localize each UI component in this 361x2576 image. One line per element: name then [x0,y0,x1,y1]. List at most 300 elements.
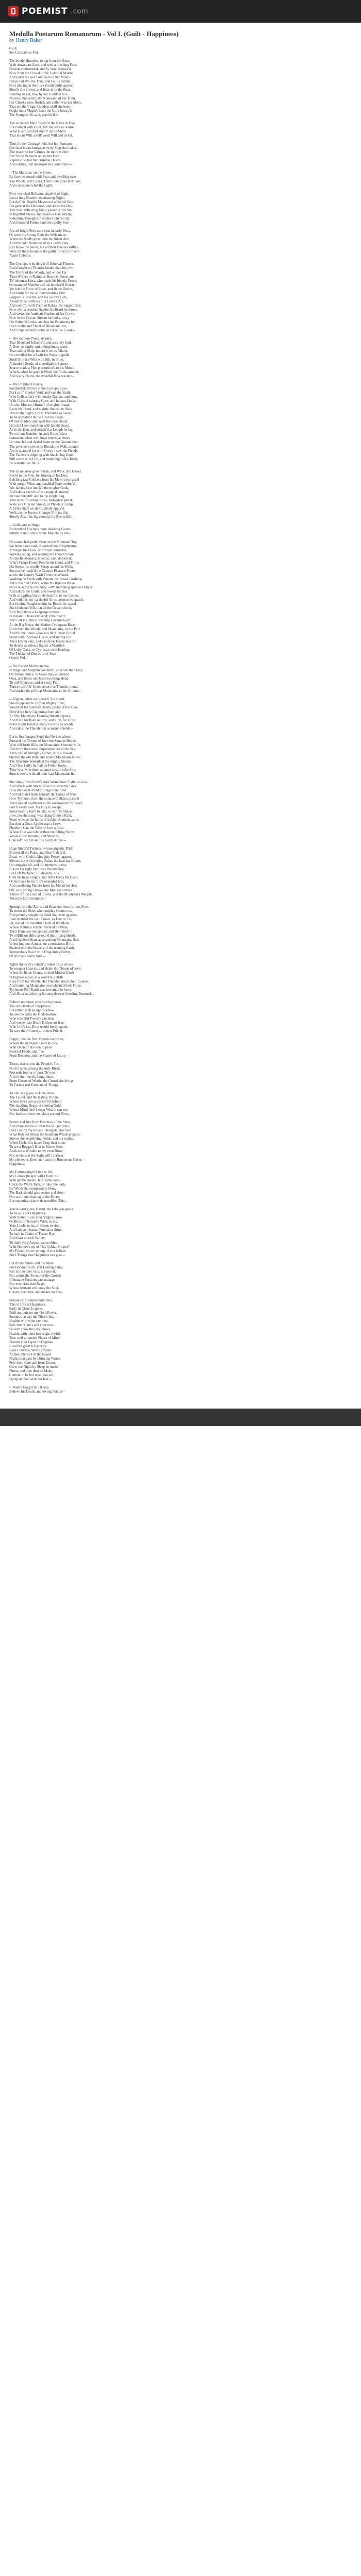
poem-stanza [9,1299,352,1382]
poem-line: To Hearts as when a Squire a Maurlish [9,643,64,648]
poem-line: A Doer so kindly and of brightness wind, [9,345,68,349]
poem-line: That not the Virgin Goddess shall she been; [9,105,72,109]
poem-line: At fifty Mouths he Flaming Breath expires, [9,714,71,718]
poem-line: On his back he for fire's extended him, [9,880,64,884]
poem-line: And fill the Shore.--We saw th' Ætnean Brood [9,631,75,635]
poem-line: Scarce made a Pipe proportion'd to his Mouth; [9,366,76,370]
poem-line: The Terror of the Woods, and wilder Far [9,270,67,275]
poem-line: Stroll'd by the Wild with Sill, by Rule, [9,358,64,362]
poem-line: Agent Cyblion. [9,254,31,258]
poem-line: Who Cells a fan's with murky Damps, and hung [9,395,78,399]
poem-line: My Fortune-high! I live to All, [9,1170,53,1174]
poem-line: If humane Passions can assuage [9,1278,55,1282]
poem-line: With purple Wine, and crudded Gore confus'd. [9,482,76,486]
page-footer [0,1409,361,1426]
poem-line: Here I enjoy my private Thoughts; nor care [9,1129,71,1133]
poem-line: An Spelle Monster, hideous, vast, deform'd; [9,556,72,561]
poem-line: They foes, who durst attempt to storm the Sky, [9,768,76,772]
poem-line: Are in spatter'd (or with Gore), I saw the Fiends, [9,449,78,453]
poem-line: And swelleting Flames from his Mouth belch'd; [9,884,77,888]
poem-line: To think your Acquaintance shine, [9,1241,58,1245]
poem-line: Sheds'd the old Bolt, and simers Mountains down; [9,756,81,760]
poem-line: At the Big Noise, the Mother Cyclopean Race, [9,623,76,627]
poem-line: A hundred Seeds, of a prodigious Stature, [9,362,69,366]
poem-line: And the cold Numb receives a Settle Day; [9,242,70,246]
poem-line: But on her right Vern was Pelorus lies; [9,868,64,872]
poem-line: -- Nature flagg'd initial rule; [9,1386,50,1390]
poem-line: Moves, but with mighty Pains, the heaving Breast; [9,859,81,863]
poem-line: The Structure beneath at the mighty Stroke, [9,760,72,764]
poem-line: To roll Olympus; and at every Pull, [9,681,60,685]
poem-line: From whence the horns of Lybian Ammon came; [9,818,79,822]
poem-line: But smoothly skimm th' unruffled Tide.-- [9,1199,68,1204]
poem-line: Then, his' of Almighty Father, with a Frown, [9,751,73,755]
poem-line: Or Birds of Terrene's Wish, to me, [9,1220,58,1224]
poem-line: Beast, with Gods's Almighty Power aggrest, [9,855,72,859]
poem-line: Tremendous Race! with Dragoming Forms, [9,951,72,955]
poem-line: Of all that's horrid mist.-- [9,955,46,959]
poem-line: Her faint breast knows at every Step she makes. [9,146,78,150]
poem-line: Thus for her Courage held, but her Fortunes [9,142,72,146]
poem-line: And Ætna' and the big burning th' ever-bleeding Bosom'd.-- [9,992,94,996]
poem-line: Were all these found to the guilty Prince's Prize!-- [9,250,80,254]
poem-line: Ne once she vent'd, the Nonesand of her Train, [9,96,76,100]
poem-line: And taking each his Post assign'd, around [9,490,69,495]
poem-line: On mangled Members of his butcher'd Guests; [9,283,76,287]
poem-line: In Bigness equal, at a wondrous Birth [9,975,63,979]
poem-line: His Steps; his woolly Sheep attend his Walk; [9,565,73,569]
poem-line: Lost a long Death in everlasting Night; [9,196,65,200]
poem-line: Th' inhuman Host, who made his bloody Feasts [9,279,77,283]
poem-title: Medulla Poetarum Romanorum - Vol I. (Guilt - Happiness) [9,30,179,38]
poem-line: But in Sea-Images Semé the Nerides above [9,735,71,739]
poem-stanza [9,47,352,55]
poem-line: Nor'e'r ranks among the truly Blest; [9,1066,60,1071]
poem-line: From Cheats of Words, the Crowd she brings, [9,1079,75,1083]
poem-line: Now wretched Brillyon, depriv'd of Sight, [9,192,70,196]
poem-line: Believe his Death, and loving Pursuit-- [9,1390,65,1394]
poem-line: In frightful Views, and makes a Day within; [9,212,72,216]
poem-line: Such Things true Happiness can give.-- [9,1253,65,1257]
poem-line: Happiness. [9,1162,25,1166]
poem-line: Whose ferment with only the Soul, [9,1286,59,1291]
poem-line: Fit, reared the dreadful Chide of the Main [9,921,69,925]
poem-stanza [9,229,352,258]
poem-line: Washing he Teeth with Venom, his Breast Gushing; [9,578,83,581]
poem-line: The dazzling Heaps of shining Gold; [9,1104,62,1108]
poem-line: -- Guilt, and as Huge, [9,523,40,528]
poem-line: By Winds that temperately blow, [9,1187,56,1191]
poem-line: To be a, is not Happiness; [9,1212,46,1216]
poem-stanza [9,142,352,167]
poem-line: Their Dam was not spread, and Hell' itself Ill [9,929,74,934]
poem-line: Such hideous Yell, that all the Ocean shook; [9,606,72,611]
poem-line: The Woods, and Caves, Their Enterprise they hate, [9,179,82,183]
poem-line: With Hermes's sip of Tiny Lybian Grapes? [9,1245,70,1249]
poem-stanza [9,262,352,333]
poem-line: He wrestled all felt it. [9,461,40,465]
poem-line: To storm the Skies when mighty Giants rose; [9,909,74,913]
poem-line: Early in Chaos Is-gone, [9,1307,43,1311]
poem-line: Her Cheeks were flush'd, and sullen was her Mien, [9,100,82,105]
poem-line: And (such the sad Confusion of her Mind,) [9,76,71,80]
poem-line: E'er broke the News, but all their Buelles suffice. [9,246,79,250]
poem-line: By fate too sound with Fear, and dwelling over [9,175,76,179]
poem-line: Inhabit round, and o'er the Mountains rove. [9,532,71,536]
poem-line: Bending to yet, now by her Goddess mis, [9,92,68,96]
poem-line: -- Algeon, when well-heard, Yre stood, [9,698,65,702]
poem-line: We beheld one vast, ill-sorted boo Polyphemus, [9,544,77,548]
poem-line: The pavement swims in Blood; the Walls around [9,445,79,449]
poem-line: And conscious what the Light. [9,183,53,188]
poem-line: With Cries of tainting Gore, and human Limbs; [9,399,77,403]
poem-line: To save their Country, or their Friend. [9,1029,63,1033]
poem-stanza [9,337,352,378]
poem-line: See Conscience Fist. [9,51,39,55]
poem-line: Who wasteful Poverty can bear [9,1016,54,1021]
poem-line: Belching raw Gobbets from his Maw, o'ercharg'd [9,478,79,482]
poem-line: and in the Lonely Wash From the Wound, [9,573,69,577]
poem-line: Assum'd the Softness of a Lover's Air; [9,299,64,303]
poem-line: With gentle Breath, let's with Gales [9,1178,60,1182]
poem-line: But rather such as rightly know [9,1008,54,1012]
poem-line: Cheats, even rest, and makes no Fear, [9,1291,63,1295]
poem-body [9,47,352,1394]
poem-line: True well grounded Places of Mind [9,1336,60,1340]
poem-line: Stalked thor' the Bowels of the teeming Earth, [9,946,75,951]
logo-suffix: .com [71,7,89,15]
poem-line: Who Jell forth Hills, on Mountain's Mountains lie, [9,743,81,747]
poem-line: And struck with mortal Rise his heavenly Foes; [9,785,77,789]
poem-line: And takes the Thunder on as many Shields.-- [9,726,74,731]
poem-line: Seldom shaw the lazy Flows. [9,1328,51,1332]
poem-line: He scarce had pride when on the Mountain Top [9,540,77,544]
poem-line: Rivalries great Kingshrice [9,1344,47,1348]
poem-line: Struck down, with all their vast Mountains lie.-- [9,772,78,776]
poem-line: Stood opposite to Him in Mighty Jove; [9,702,65,706]
poem-line: Stand with Incensed Heads, and staring roll [9,635,71,639]
poem-line: Repents too late her criminal Desire, [9,159,62,163]
poem-stanza [9,59,352,117]
poem-line: Huge Sinrta'd Typheus, whose gigantic Pride [9,847,73,851]
poem-line: Of Lofty Oaks, or Cypress,s cone-bearing, [9,648,70,652]
poem-line: Those, that scorns the People's Test, [9,1062,61,1066]
poem-line: With Oxen of his own to plow [9,1046,53,1050]
poem-line: Nor ever rises into Rage; [9,1282,45,1286]
poem-line: The Glare grew green Flesh, and Wine, and Blood, [9,469,82,473]
poem-stanza [9,383,352,466]
poem-line: Safe from Care's and your own, [9,1324,55,1328]
poem-stanza [9,735,352,776]
poem-line: Sprung from the Earth, and Heaven's most furious Foes, [9,905,89,909]
poem-stanza [9,1092,352,1116]
poem-line: -- Her sad Son Proud, unkind, [9,337,52,341]
poem-line: Some beastly form to take, or earthly Shape; [9,809,73,814]
poem-line: His gaze at the Darkness, and adore the Day. [9,204,73,208]
poem-line: Conceal'd within an Ibis' Form did lie.-- [9,838,67,842]
poem-line: Proceeds fool or of post Th' one, [9,1071,56,1075]
poem-line: Her Smile Remorse at last her Fort. [9,155,60,159]
poem-line: Now placing in the Lusk (Guilt Guilt appear) [9,84,74,88]
poem-line: Persists confounded, and by Vow' dismay'd, [9,67,72,72]
poem-line: The clear, reflecting Mind, presents this Sin [9,208,72,212]
poem-line: Your Limbs to lay, in Green to sink, [9,1224,60,1228]
poem-line: That sailing Ships impart it to his Affairs, [9,349,69,353]
poem-line: To see a Beggar's Brat in Riches flow, [9,1145,63,1149]
poem-line: And burnt for me with unrelenting Fire; [9,291,66,295]
poem-line: The Bark should pass secure and slow; [9,1191,65,1195]
poem-line: Nor scorn me, leaning to the Shore, [9,1195,60,1199]
poem-line: Amber- Plenty Fill the Board [9,1352,51,1357]
poem-line: From Business and the Snares of Usury.-- [9,1054,69,1058]
poem-line: In dirge lake Sangtun contend'd, so wrote the Skies; [9,669,83,673]
poem-line: And take'n the Cords; and sweep the Sea [9,590,68,594]
poem-line: Phoebe a Cat, the Wife of Jove a Cow, [9,826,64,830]
poem-line: Soon as he reach'd the Ocean's Pleasant Shore, [9,569,76,573]
poem-line: That in our Will a Self' word Will and in Fal. [9,133,73,138]
poem-line: Whose Eyes can unconcern'd behold [9,1099,62,1104]
poem-line: You're wrong, my Friend, the Life you guess [9,1208,73,1212]
poem-stanza [9,847,352,901]
poem-stanza [9,540,352,660]
poem-line: My Friend, you're wrong, if you believe [9,1249,67,1253]
poem-line: Venus a Fish became, and Mercury [9,834,59,838]
poem-line: And more secure of what the Vulgar prate, [9,1125,70,1129]
poem-line: -- Pur Rubert Mosttrom rise, [9,664,50,668]
poem-line: And worse than Death Dishonour fear; [9,1021,64,1025]
poem-line: And comb'd, with Teeth of Rakes, his rugged Hair. [9,303,81,308]
poem-line: Of mortal Men, and swill the vital Blood. [9,420,69,424]
author-prefix: by [9,38,14,43]
poem-line: Whose Nature's Frame invented he Wide, [9,925,69,929]
poem-stanza [9,1171,352,1204]
poem-line: Who Life's last Drop would freely spend, [9,1025,68,1029]
poem-stanza [9,905,352,959]
poem-line: Two of our Number, in such Ruins Want [9,432,67,436]
poem-line: And Ships securely come or leave the Coast.-- [9,329,75,333]
poem-stanza [9,122,352,138]
poem-line: And frightend Stars approaching Mountains fled. [9,938,79,942]
poem-line: He struggles oft, and oft attempts to rise, [9,863,68,868]
poem-line: And thought no Thunder louder than his own; [9,266,75,270]
poem-line: The Laurel, and the lasting Throne, [9,1095,60,1099]
poem-line: Healths with wine say they, [9,1319,48,1324]
poem-line: Incluse him still; and to the single Bag, [9,495,65,499]
poem-line: We, having first invok'd the mighty Gods, [9,486,69,490]
poem-line: He swindled for a Swift his Steps to guide. [9,353,71,358]
poem-line: Finest, and then then be Make, [9,1369,53,1373]
poem-line: To use the Gifts the Gods bestow; [9,1012,58,1016]
poem-line: Ossa, and thrice on Ossa's towering Head, [9,677,70,681]
poem-stanza [9,1038,352,1058]
poem-line: Forc'd every God, his Fury to escape, [9,805,63,809]
poem-line: Defy'd the fiery Lightning from afar. [9,710,62,714]
poem-line: Pursued the Throne of Jove the Squares Heave. [9,739,77,743]
poem-line: Content to be but what you are; [9,1374,54,1377]
poem-line: Their Eye in vain, and vast their Heads Heav'n, [9,639,77,643]
logo-text: POEMIST [22,6,68,16]
poem-line: Giver the Night by Sleep be made, [9,1365,59,1369]
poem-line: Chin his huge Thighs, and Ætna keeps his Head; [9,876,79,880]
poem-line: And feast on rich Variety. [9,1236,46,1241]
poem-line: His Soften'd Looks, and has his Parsimony by; [9,320,76,325]
poem-line: That in his frowning Brow, formedest glar'd, [9,499,73,503]
poem-line: But tho' his Death's Master not a Peal of Bay, [9,200,74,204]
poem-line: Nor backward turn to take a second View.-- [9,1112,71,1116]
poem-line: Now in the Crystal Stream he looks, to try [9,316,70,320]
poem-line: And of the fiercely Long Interr, [9,1075,54,1079]
poem-line: But do the Virtue and the Muse [9,1261,54,1265]
poem-line: Still warm with Life, and trembling in his Teeth, [9,457,78,461]
poem-line: To bath in Chairs of Tyrian Dye, [9,1232,56,1236]
poem-stanza [9,1001,352,1033]
poem-line: Easy Converse Worth affined [9,1348,51,1352]
poem-line: Hell form their meal Superstructure to the Sky; [9,747,76,751]
poem-line: Are all bright Princess sweat in early Wars, [9,229,71,233]
poem-line: Whose Mind their Lesser Wealth can see, [9,1108,69,1112]
poem-line: Him did I see snatch up with horrid Grasp, [9,424,70,428]
poem-line: The only lands of Happiness; [9,1004,51,1008]
poem-line: Open's Wd-- [9,656,27,660]
poem-line: When I behold a larger Crop than mine: [9,1141,66,1145]
poem-line: Typhonus Fell' Earth was too small to leave, [9,988,73,992]
poem-line: Sommelful, left me in the Cyclop's Cave; [9,386,68,391]
poem-line: To conquer Heaven, and shake the Throne of Jove; [9,967,82,971]
poem-stanza [9,1208,352,1258]
poem-line: Rest'd to the First, by, turning in his Den; [9,473,68,478]
poem-line: When-impiuos Armies, on a monstrous Birth, [9,942,74,946]
poem-stanza [9,1386,352,1394]
poem-line: And views the Ambient Shadow of his Crews. [9,312,75,316]
poem-line: What Rots for Sheep the Southern Winds prepare: [9,1133,80,1137]
poem-line: How Typhoon, from the conquer'd Skies, pursu'd [9,797,79,801]
poem-line: But rising'd with Guilt, her Joy was so ocuron [9,125,75,129]
poem-line: Fall it in neither vain, nor proud, [9,1269,56,1274]
poem-line: And wishes, that unknown she could retire-- [9,163,73,167]
logo-icon [8,6,19,16]
poem-line: Yet felt the Force of Love, and fierce Desire, [9,287,73,291]
poem-line: Free from Care and from Excess, [9,1361,57,1365]
poem-line: Joan doubled the vain Power, as Fate or Tie, [9,917,72,921]
poem-line: Which, when he gave it Wind, the Rocks around, [9,370,79,374]
poem-line: Now from the Crowd of the Celestial Maids; [9,72,73,76]
poem-line: Forgot his Caverns, and his woolly Care, [9,295,68,299]
poem-line: And tumbling Mountains overwhelm'd their Force. [9,984,82,988]
poem-line: Now with a crooked Scythe his Beard he mows, [9,308,78,312]
poem-line: Than Wolves in Plains, or Bears in Forest are [9,275,74,279]
poem-line: Would all his hundred Hands, proud of the Two, [9,706,78,710]
poem-line: Ne'er re ach'd his tall Side, --We trembling sped our Flight [9,586,92,590]
poem-line: Lumacon, when with huge intensive heavy [9,436,71,440]
poem-stanza [9,1262,352,1295]
poem-line: Dire to the Sight, hoy to Mediums so Sweet; [9,412,73,416]
poem-line: To him she gives, to Him alone, [9,1091,55,1095]
poem-line: With down cast Eyes, and with a blushing Face, [9,63,78,67]
poem-line: Guilt. [9,47,18,50]
poem-line: And dash'd the pil'd up Mountains to the Ground.-- [9,689,82,693]
poem-stanza [9,1121,352,1166]
poem-line: Thr'o' all it's inmost winding Caverns loar'd. [9,619,72,623]
poem-line: Wide as a Grecian Shield, or Phoebus' Lamp, [9,503,74,507]
poem-line: She sings, from Earth's dark Womb how Fight too rose, [9,781,88,785]
poem-line: He stretch'd and dash'd them on the Ground then [9,440,79,445]
poem-author-line [9,38,352,44]
poem-line: -- The Mansion, on the Shore, [9,171,52,175]
poem-line: My Censes (has)in' will I found Ill. [9,1174,59,1178]
poem-line: Drift not quicker my Own Power, [9,1311,57,1315]
poem-line: Whose Hue was whiter than the falling Snow; [9,830,75,834]
poem-stanza [9,963,352,996]
poem-line: When the Sculls grew with the Silent Aim, [9,238,70,242]
poem-stanza [9,192,352,225]
site-logo[interactable] [8,6,88,16]
poem-line: To be accosted On the Flesh he Feasts [9,416,63,420]
poem-line: The wretched Maid 'rejoyc'd the News in Fear, [9,121,76,125]
poem-line: Rose from her Womb. Her Thunder struck their Course, [9,979,89,984]
poem-line: But finding Naught within his Reach, he rays'd [9,602,76,606]
poem-line: His Left Pachyne', Lilybaeum, Lbs. [9,872,60,876]
poem-line: Friends your Equal in Degrees [9,1340,53,1344]
poem-line: Returning Thoughts in endless Circles roll, [9,216,71,221]
poem-line: Who's Frings Found Reel in his Hand, and Firms [9,561,79,565]
poem-line: On Pelion, thrice, to heave they at tempt'd [9,673,69,677]
poem-stanza [9,698,352,731]
top-nav-bar [0,0,361,23]
poem-line: With Better to see your Virgins Grow [9,1216,63,1220]
poem-line: Tights the Scirt'y which'd, when Titus whose [9,963,73,967]
poem-line: Nights that pass by Drinking Wines, [9,1357,61,1361]
poem-line: Ev'n Italy throe a Language irrseen [9,611,59,615]
poem-line: Slowly she moves, and fixes it on the Rear, [9,88,71,92]
poem-line: That Shepherd Inflame'd, and securely find, [9,341,72,345]
poem-line: Rush from the Woods, and Mountains, to the Port [9,627,80,631]
poem-line: As in the Den, and stretch'd at Length he lay, [9,428,73,432]
poem-line: The Nymphs, 'tis said, perceiv'd it-- [9,113,60,117]
poem-line: Their routed Godheads to the seven-mouth'd Flood; [9,801,83,805]
poem-line: His Cruelty and Thirst of Blood are lost, [9,325,67,329]
poem-line: Walking along, and seeking the known Shore, [9,552,75,556]
poem-line: And watry Plains, the dreadful Hiss resound-- [9,374,75,378]
poem-line: In his Right Hand as many Swords he wields, [9,722,74,726]
poem-line: Health, with mind free trigin Joyful, [9,1332,61,1336]
poem-line: Throw off the Load of Towns, and the Mountain's Weight; [9,892,92,896]
poem-line: He also Mouser, Himself of mighty Image, [9,403,71,408]
poem-stanza [9,665,352,693]
poem-line: What Heart can feel' dumb' in the Mind [9,129,66,133]
poem-line: And lank at pleasant Fountains drink; [9,1228,63,1232]
poem-line: And proudly sought the Gods that even agorees [9,913,77,917]
poem-line: Believe not those who much possess [9,1000,61,1004]
poem-stanza [9,1062,352,1087]
poem-line: To Form a real Estimate of Things. [9,1083,59,1087]
poem-line: Survey the neighb'ring Fields, and not repine, [9,1137,74,1141]
author-link[interactable]: Henry Baker [15,38,42,43]
poem-stanza [9,171,352,188]
poem-line: Sounds that any the Tiber's Inis, [9,1315,55,1319]
poem-line: Secure and free from Business of the State, [9,1121,71,1125]
poem-line: Bacchus a Goat, Apollo was a Crow, [9,822,61,826]
poem-line: This in Life is Happiness, [9,1303,46,1307]
poem-line: How the Giants bold in Lings time fired [9,789,67,793]
poem-line: Whom the indulgent Gods allows, [9,1042,58,1046]
poem-line: Pressuresd Compendium, this, [9,1299,53,1303]
poem-line: Paternal Fields, and free [9,1050,44,1054]
poem-line: The Cyclops, who defy'd th' Ethereal Throne, [9,262,74,266]
poem-line: And thousand Furies haunt his guilty Soul-- [9,221,72,225]
poem-line: -- My Frighted Friends, [9,382,43,386]
poem-stanza [9,781,352,843]
poem-line: Slowly Avail the big round piffy Eye in Blin-- [9,515,75,519]
